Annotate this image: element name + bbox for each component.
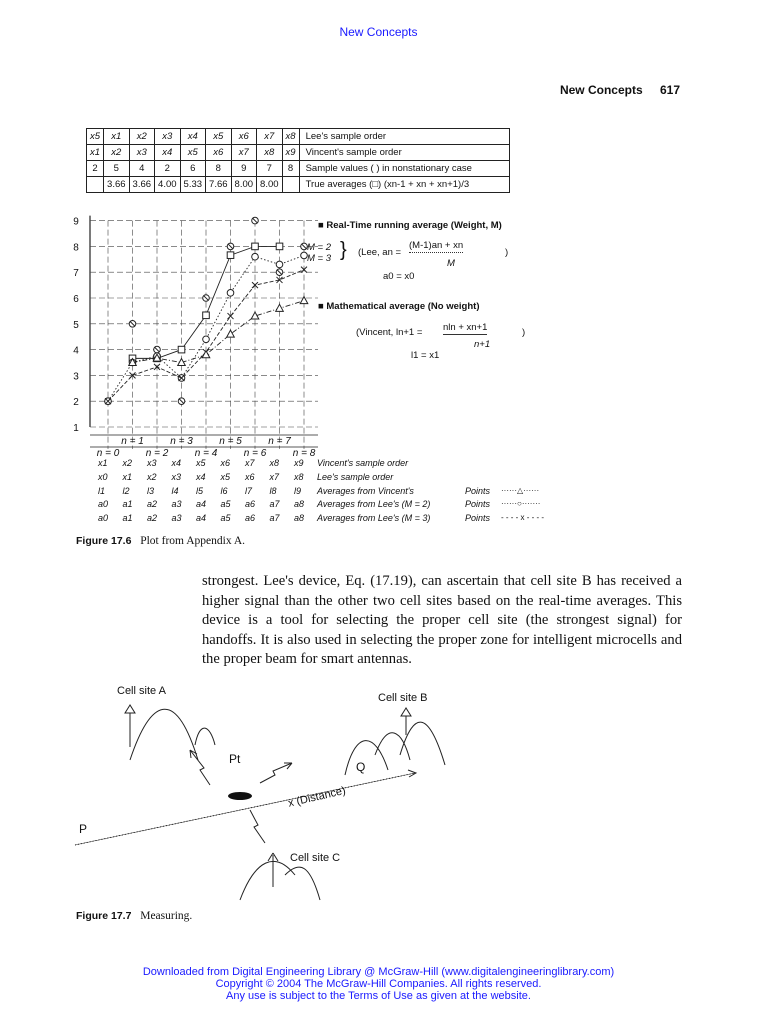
bottom-row-cell: x3 <box>147 458 157 468</box>
page-number: 617 <box>659 83 680 97</box>
bottom-row-cell: a2 <box>147 499 158 510</box>
table-row <box>87 161 510 177</box>
table-cell: x7 <box>257 129 283 145</box>
bottom-row-cell: l2 <box>122 485 130 496</box>
sample-table <box>86 128 510 193</box>
data-point <box>227 330 235 337</box>
bottom-row-cell: x6 <box>220 458 231 468</box>
data-point <box>227 290 234 297</box>
legend-m3: M = 3 <box>307 253 332 264</box>
bottom-row-cell: x7 <box>245 458 255 468</box>
table-row <box>87 145 510 161</box>
table-row <box>87 177 510 193</box>
bottom-row-cell: a0 <box>98 499 109 510</box>
table-row <box>87 129 510 145</box>
y-tick-label: 4 <box>73 345 79 357</box>
table-cell: 5.33 <box>180 177 206 193</box>
data-point <box>276 261 283 268</box>
bottom-row-cell: x9 <box>294 458 304 468</box>
n-label: n = 0 <box>96 448 120 459</box>
signal-b-icon <box>260 763 292 783</box>
plot-chart <box>60 200 330 465</box>
running-header <box>560 83 680 97</box>
table-cell: x9 <box>282 145 299 161</box>
body-paragraph: strongest. Lee's device, Eq. (17.19), can ascertain that cell site B has received a higher signal than the other two cell sites based on the real-time averages. This device is a tool for selecting the proper cell site (the strongest signal) for handoffs. It is also used in selecting the proper zone for intelligent microcells and the proper beam for smart antennas. <box>202 573 682 667</box>
data-point <box>276 304 284 311</box>
n-label: n = 5 <box>219 436 242 447</box>
table-cell: x7 <box>231 145 257 161</box>
table-cell: 8.00 <box>257 177 283 193</box>
y-tick-label: 7 <box>73 268 79 280</box>
bottom-row-label: Vincent's sample order <box>317 458 409 468</box>
bottom-row-cell: x4 <box>171 458 182 468</box>
running-title: New Concepts <box>559 83 643 97</box>
table-cell: x3 <box>155 129 181 145</box>
y-tick-label: 2 <box>73 397 79 409</box>
y-tick-label: 9 <box>73 216 79 228</box>
figure-17-6-caption <box>76 535 245 547</box>
chart-grid <box>90 216 318 449</box>
bottom-row-label: Averages from Lee's (M = 3) <box>317 513 431 524</box>
table-cell: 7.66 <box>206 177 232 193</box>
data-point <box>252 253 259 260</box>
vincent-formula: (Vincent, ln+1 = <box>356 327 423 338</box>
table-cell: x4 <box>180 129 206 145</box>
data-point <box>227 252 234 259</box>
footer-line-1[interactable]: Downloaded from Digital Engineering Library @ McGraw-Hill (www.digitalengineeringlibrary.com) <box>142 966 615 978</box>
lee-formula: (Lee, an = <box>358 247 402 258</box>
bottom-row-cell: x4 <box>196 471 206 482</box>
y-tick-label: 3 <box>73 371 79 383</box>
table-cell: x5 <box>206 129 232 145</box>
hill-a <box>130 709 198 760</box>
table-cell: 7 <box>257 161 283 177</box>
bottom-row-cell: x8 <box>269 458 280 468</box>
cell-site-b-label: Cell site B <box>378 692 428 704</box>
bottom-row-cell: a7 <box>269 499 280 510</box>
table-cell: 5 <box>104 161 130 177</box>
table-cell: x5 <box>180 145 206 161</box>
table-cell: x2 <box>129 129 155 145</box>
table-row-label: Sample values ( ) in nonstationary case <box>299 161 509 177</box>
bottom-row-cell: a4 <box>196 513 207 524</box>
y-tick-label: 1 <box>73 423 79 434</box>
bottom-row-cell: l1 <box>98 485 106 496</box>
table-cell: x5 <box>87 129 104 145</box>
vincent-numerator: nln + xn+1 <box>443 322 488 333</box>
vincent-denominator: n+1 <box>474 339 491 350</box>
table-cell: 3.66 <box>129 177 155 193</box>
p-label: P <box>79 822 88 836</box>
legend-math-title: Mathematical average (No weight) <box>326 301 480 312</box>
data-point <box>203 312 210 319</box>
bottom-row-cell: x8 <box>294 471 304 482</box>
bottom-row-cell: a5 <box>220 513 231 524</box>
data-point <box>178 346 185 353</box>
legend-math: ■ Mathematical average (No weight) <box>318 301 480 312</box>
bottom-row-label: Averages from Vincent's <box>317 485 414 496</box>
n-label: n = 7 <box>268 436 291 447</box>
table-cell: x4 <box>155 145 181 161</box>
cell-site-c-label: Cell site C <box>290 852 341 864</box>
table-cell: x8 <box>257 145 283 161</box>
bottom-row-cell: a3 <box>171 499 182 510</box>
table-cell: 8 <box>282 161 299 177</box>
legend-real-time-title: Real-Time running average (Weight, M) <box>326 220 502 231</box>
measuring-figure <box>70 675 550 905</box>
bottom-row-cell: l6 <box>220 485 228 496</box>
bottom-row-marker: ······○······· <box>501 499 541 509</box>
table-cell: 2 <box>155 161 181 177</box>
y-tick-labels <box>73 217 79 434</box>
bottom-row-cell: a4 <box>196 499 207 510</box>
bottom-row-points: Points <box>465 485 491 496</box>
table-cell: x2 <box>104 145 130 161</box>
data-point <box>203 336 210 343</box>
table-cell: 4.00 <box>155 177 181 193</box>
hill-a-small <box>195 728 215 745</box>
table-cell: 8.00 <box>231 177 257 193</box>
bottom-row-cell: a5 <box>220 499 231 510</box>
lee-close-paren: ) <box>505 247 509 258</box>
table-cell: 9 <box>231 161 257 177</box>
y-tick-label: 5 <box>73 319 79 331</box>
figure-caption-text: Measuring. <box>140 910 193 922</box>
lee-numerator: (M-1)an + xn <box>409 240 464 251</box>
bottom-row-points: Points <box>465 499 491 510</box>
footer-line-2: Copyright © 2004 The McGraw-Hill Companies. All rights reserved. <box>215 978 542 990</box>
table-cell: 6 <box>180 161 206 177</box>
signal-a-icon <box>190 750 210 785</box>
table-cell: 4 <box>129 161 155 177</box>
cell-a-antenna-icon <box>125 705 135 713</box>
lee-init: a0 = x0 <box>383 271 415 282</box>
n-label: n = 4 <box>194 448 218 459</box>
n-label: n = 1 <box>121 436 144 447</box>
bottom-row-label: Lee's sample order <box>317 471 394 482</box>
bottom-row-label: Averages from Lee's (M = 2) <box>317 499 431 510</box>
vincent-init: l1 = x1 <box>411 350 440 361</box>
hill-b1 <box>345 741 388 775</box>
distance-label: x (Distance) <box>287 784 347 810</box>
top-link[interactable]: New Concepts <box>339 25 418 39</box>
vincent-close-paren: ) <box>522 327 526 338</box>
table-row-label: True averages (□) (xn-1 + xn + xn+1)/3 <box>299 177 509 193</box>
bottom-row-cell: x2 <box>147 471 157 482</box>
table-cell <box>282 177 299 193</box>
bottom-row-marker: - - - - x - - - - <box>501 513 545 523</box>
bottom-row-cell: a6 <box>245 499 256 510</box>
n-label: n = 3 <box>170 436 193 447</box>
n-label: n = 8 <box>292 448 316 459</box>
table-cell: x6 <box>231 129 257 145</box>
footer-line-3: Any use is subject to the Terms of Use as given at the website. <box>226 990 531 1002</box>
figure-label: Figure 17.7 <box>76 910 132 922</box>
bottom-row-cell: a1 <box>122 513 133 524</box>
table-cell: 3.66 <box>104 177 130 193</box>
bottom-row-cell: l7 <box>245 485 253 496</box>
bottom-row-cell: l5 <box>196 485 204 496</box>
table-row-label: Lee's sample order <box>299 129 509 145</box>
bottom-row-points: Points <box>465 513 491 524</box>
table-cell: x3 <box>129 145 155 161</box>
vehicle-icon <box>228 792 252 800</box>
bottom-row-cell: a2 <box>147 513 158 524</box>
bottom-row-cell: a8 <box>294 499 305 510</box>
bottom-row-cell: x3 <box>171 471 182 482</box>
bottom-row-cell: l4 <box>171 485 179 496</box>
bottom-row-cell: x0 <box>98 471 108 482</box>
table-cell <box>87 177 104 193</box>
cell-site-a-label: Cell site A <box>117 685 166 697</box>
data-point <box>276 243 283 250</box>
bottom-row-cell: x5 <box>196 458 206 468</box>
n-label: n = 6 <box>243 448 267 459</box>
bottom-row-cell: x5 <box>220 471 231 482</box>
bottom-row-cell: a0 <box>98 513 109 524</box>
data-point <box>252 243 259 250</box>
legend-m2: M = 2 <box>307 242 332 253</box>
bottom-row-cell: l8 <box>269 485 277 496</box>
bottom-row-cell: x2 <box>122 458 133 468</box>
table-cell: x1 <box>87 145 104 161</box>
legend-brace: } <box>340 239 347 261</box>
hill-b3 <box>400 722 445 765</box>
hill-c1 <box>240 861 295 900</box>
bottom-row-cell: a3 <box>171 513 182 524</box>
bottom-row-cell: a6 <box>245 513 256 524</box>
hill-b2 <box>375 733 410 760</box>
table-cell: x1 <box>104 129 130 145</box>
cell-b-antenna-icon <box>401 708 411 716</box>
bottom-row-cell: a8 <box>294 513 305 524</box>
y-tick-label: 8 <box>73 242 79 254</box>
table-cell: x8 <box>282 129 299 145</box>
data-point <box>300 297 308 304</box>
figure-label: Figure 17.6 <box>76 535 132 547</box>
hill-c2 <box>285 867 320 900</box>
legend-real-time: ■ Real-Time running average (Weight, M) <box>318 220 502 231</box>
pt-label: Pt <box>229 752 241 766</box>
bottom-row-cell: a7 <box>269 513 280 524</box>
signal-c-icon <box>250 810 265 843</box>
lee-denominator: M <box>447 258 455 269</box>
table-cell: 8 <box>206 161 232 177</box>
bottom-row-cell: x7 <box>269 471 280 482</box>
q-label: Q <box>356 760 366 774</box>
table-cell: x6 <box>206 145 232 161</box>
table-cell: 2 <box>87 161 104 177</box>
figure-17-7-caption <box>76 910 192 922</box>
figure-caption-text: Plot from Appendix A. <box>140 535 245 547</box>
bottom-row-cell: l9 <box>294 485 302 496</box>
bottom-row-cell: l3 <box>147 485 155 496</box>
bottom-row-cell: x1 <box>122 471 133 482</box>
bottom-row-cell: x1 <box>98 458 108 468</box>
n-label: n = 2 <box>145 448 169 459</box>
measuring-path-line <box>75 773 415 845</box>
bottom-row-marker: ······△······ <box>501 485 540 495</box>
bottom-row-cell: a1 <box>122 499 133 510</box>
y-tick-label: 6 <box>73 294 79 305</box>
table-row-label: Vincent's sample order <box>299 145 509 161</box>
bottom-row-cell: x6 <box>245 471 255 482</box>
